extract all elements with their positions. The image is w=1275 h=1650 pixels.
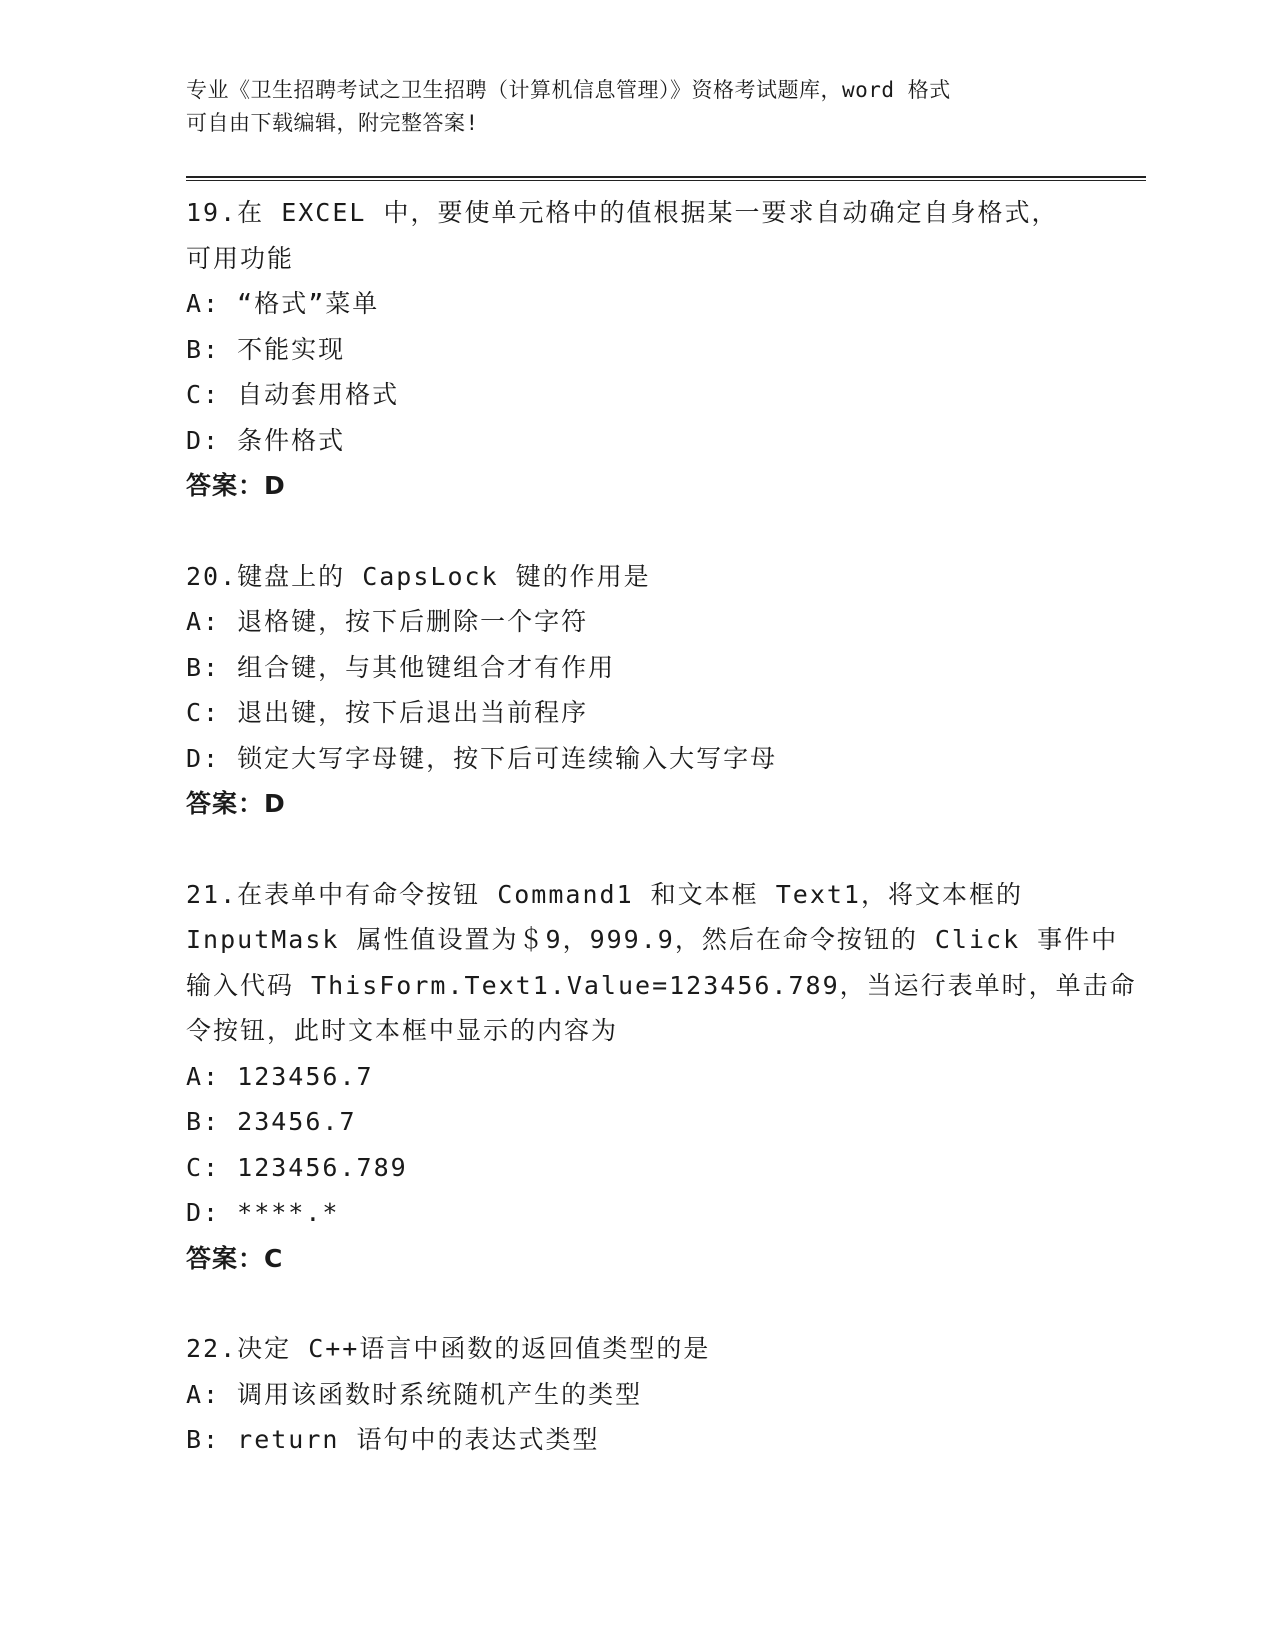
question-text-line: 20.键盘上的 CapsLock 键的作用是 [186,561,651,591]
header-divider [186,176,1146,181]
question-text-line: InputMask 属性值设置为＄9，999.9，然后在命令按钮的 Click 事件中 [186,925,1119,954]
option-b: B: 不能实现 [186,334,346,364]
option-a: A: 退格键，按下后删除一个字符 [186,607,589,636]
question-text-line: 22.决定 C++语言中函数的返回值类型的是 [186,1334,711,1363]
option-d: D: ****.* [186,1198,340,1227]
question-text-line: 输入代码 ThisForm.Text1.Value=123456.789，当运行表单时，单击命 [186,970,1137,1000]
question-20 [186,554,1146,827]
option-d: D: 锁定大写字母键，按下后可连续输入大写字母 [186,743,778,773]
answer: 答案：D [186,471,286,500]
option-d: D: 条件格式 [186,425,346,455]
header-line-1: 专业《卫生招聘考试之卫生招聘（计算机信息管理）》资格考试题库，word 格式 [186,78,951,102]
option-c: C: 123456.789 [186,1152,408,1182]
option-b: B: return 语句中的表达式类型 [186,1425,600,1454]
option-c: C: 退出键，按下后退出当前程序 [186,698,589,727]
question-19 [186,190,1146,509]
answer: 答案：C [186,1243,284,1273]
question-text-line: 19.在 EXCEL 中，要使单元格中的值根据某一要求自动确定自身格式， [186,198,1059,227]
question-text-line: 21.在表单中有命令按钮 Command1 和文本框 Text1，将文本框的 [186,879,1023,909]
question-text-line: 令按钮，此时文本框中显示的内容为 [186,1016,619,1045]
option-a: A: “格式”菜单 [186,289,380,318]
question-text-line: 可用功能 [186,243,295,273]
document-page [186,0,1146,1650]
option-a: A: 调用该函数时系统随机产生的类型 [186,1379,643,1409]
question-21 [186,872,1146,1282]
option-a: A: 123456.7 [186,1061,374,1091]
answer: 答案：D [186,789,286,818]
option-c: C: 自动套用格式 [186,380,400,409]
option-b: B: 组合键，与其他键组合才有作用 [186,652,616,682]
question-list [186,190,1146,1508]
option-b: B: 23456.7 [186,1107,357,1136]
question-22 [186,1326,1146,1463]
document-header [186,74,1086,140]
header-line-2: 可自由下载编辑，附完整答案! [186,111,479,135]
